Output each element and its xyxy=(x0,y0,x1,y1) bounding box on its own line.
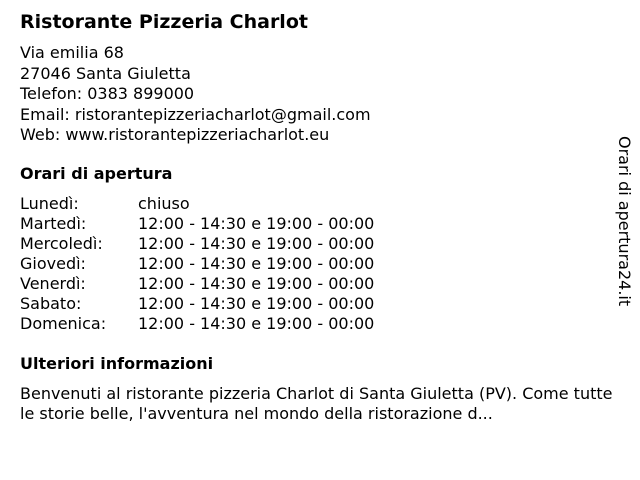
business-description: Benvenuti al ristorante pizzeria Charlot di Santa Giuletta (PV). Come tutte le storie belle, l'avventura nel mondo della ristorazione d... xyxy=(20,384,613,423)
business-name: Ristorante Pizzeria Charlot xyxy=(20,11,308,33)
hours-row xyxy=(20,314,374,334)
hours-day: Sabato: xyxy=(20,294,82,313)
hours-row xyxy=(20,254,374,274)
hours-time: 12:00 - 14:30 e 19:00 - 00:00 xyxy=(138,214,375,233)
address-street: Via emilia 68 xyxy=(20,43,124,62)
hours-time: 12:00 - 14:30 e 19:00 - 00:00 xyxy=(138,294,375,313)
website-address: Web: www.ristorantepizzeriacharlot.eu xyxy=(20,125,330,144)
hours-time: 12:00 - 14:30 e 19:00 - 00:00 xyxy=(138,314,375,333)
hours-day: Giovedì: xyxy=(20,254,86,273)
opening-hours-heading: Orari di apertura xyxy=(20,164,173,183)
hours-row xyxy=(20,274,374,294)
additional-info-heading: Ulteriori informazioni xyxy=(20,354,214,373)
email-address: Email: ristorantepizzeriacharlot@gmail.com xyxy=(20,104,371,124)
hours-day: Mercoledì: xyxy=(20,234,103,253)
hours-row xyxy=(20,214,374,234)
hours-time: chiuso xyxy=(138,194,190,213)
phone-number: Telefon: 0383 899000 xyxy=(20,84,195,103)
hours-row xyxy=(20,234,374,254)
hours-day: Martedì: xyxy=(20,214,87,233)
hours-row xyxy=(20,294,374,314)
hours-time: 12:00 - 14:30 e 19:00 - 00:00 xyxy=(138,234,375,253)
hours-time: 12:00 - 14:30 e 19:00 - 00:00 xyxy=(138,274,375,293)
address-city: 27046 Santa Giuletta xyxy=(20,63,191,83)
site-watermark: Orari di apertura24.it xyxy=(615,136,634,307)
hours-day: Domenica: xyxy=(20,314,107,333)
hours-day: Venerdì: xyxy=(20,274,86,293)
hours-time: 12:00 - 14:30 e 19:00 - 00:00 xyxy=(138,254,375,273)
hours-row xyxy=(20,194,374,214)
hours-day: Lunedì: xyxy=(20,194,79,213)
contact-block xyxy=(20,43,371,146)
opening-hours-table xyxy=(20,194,374,334)
